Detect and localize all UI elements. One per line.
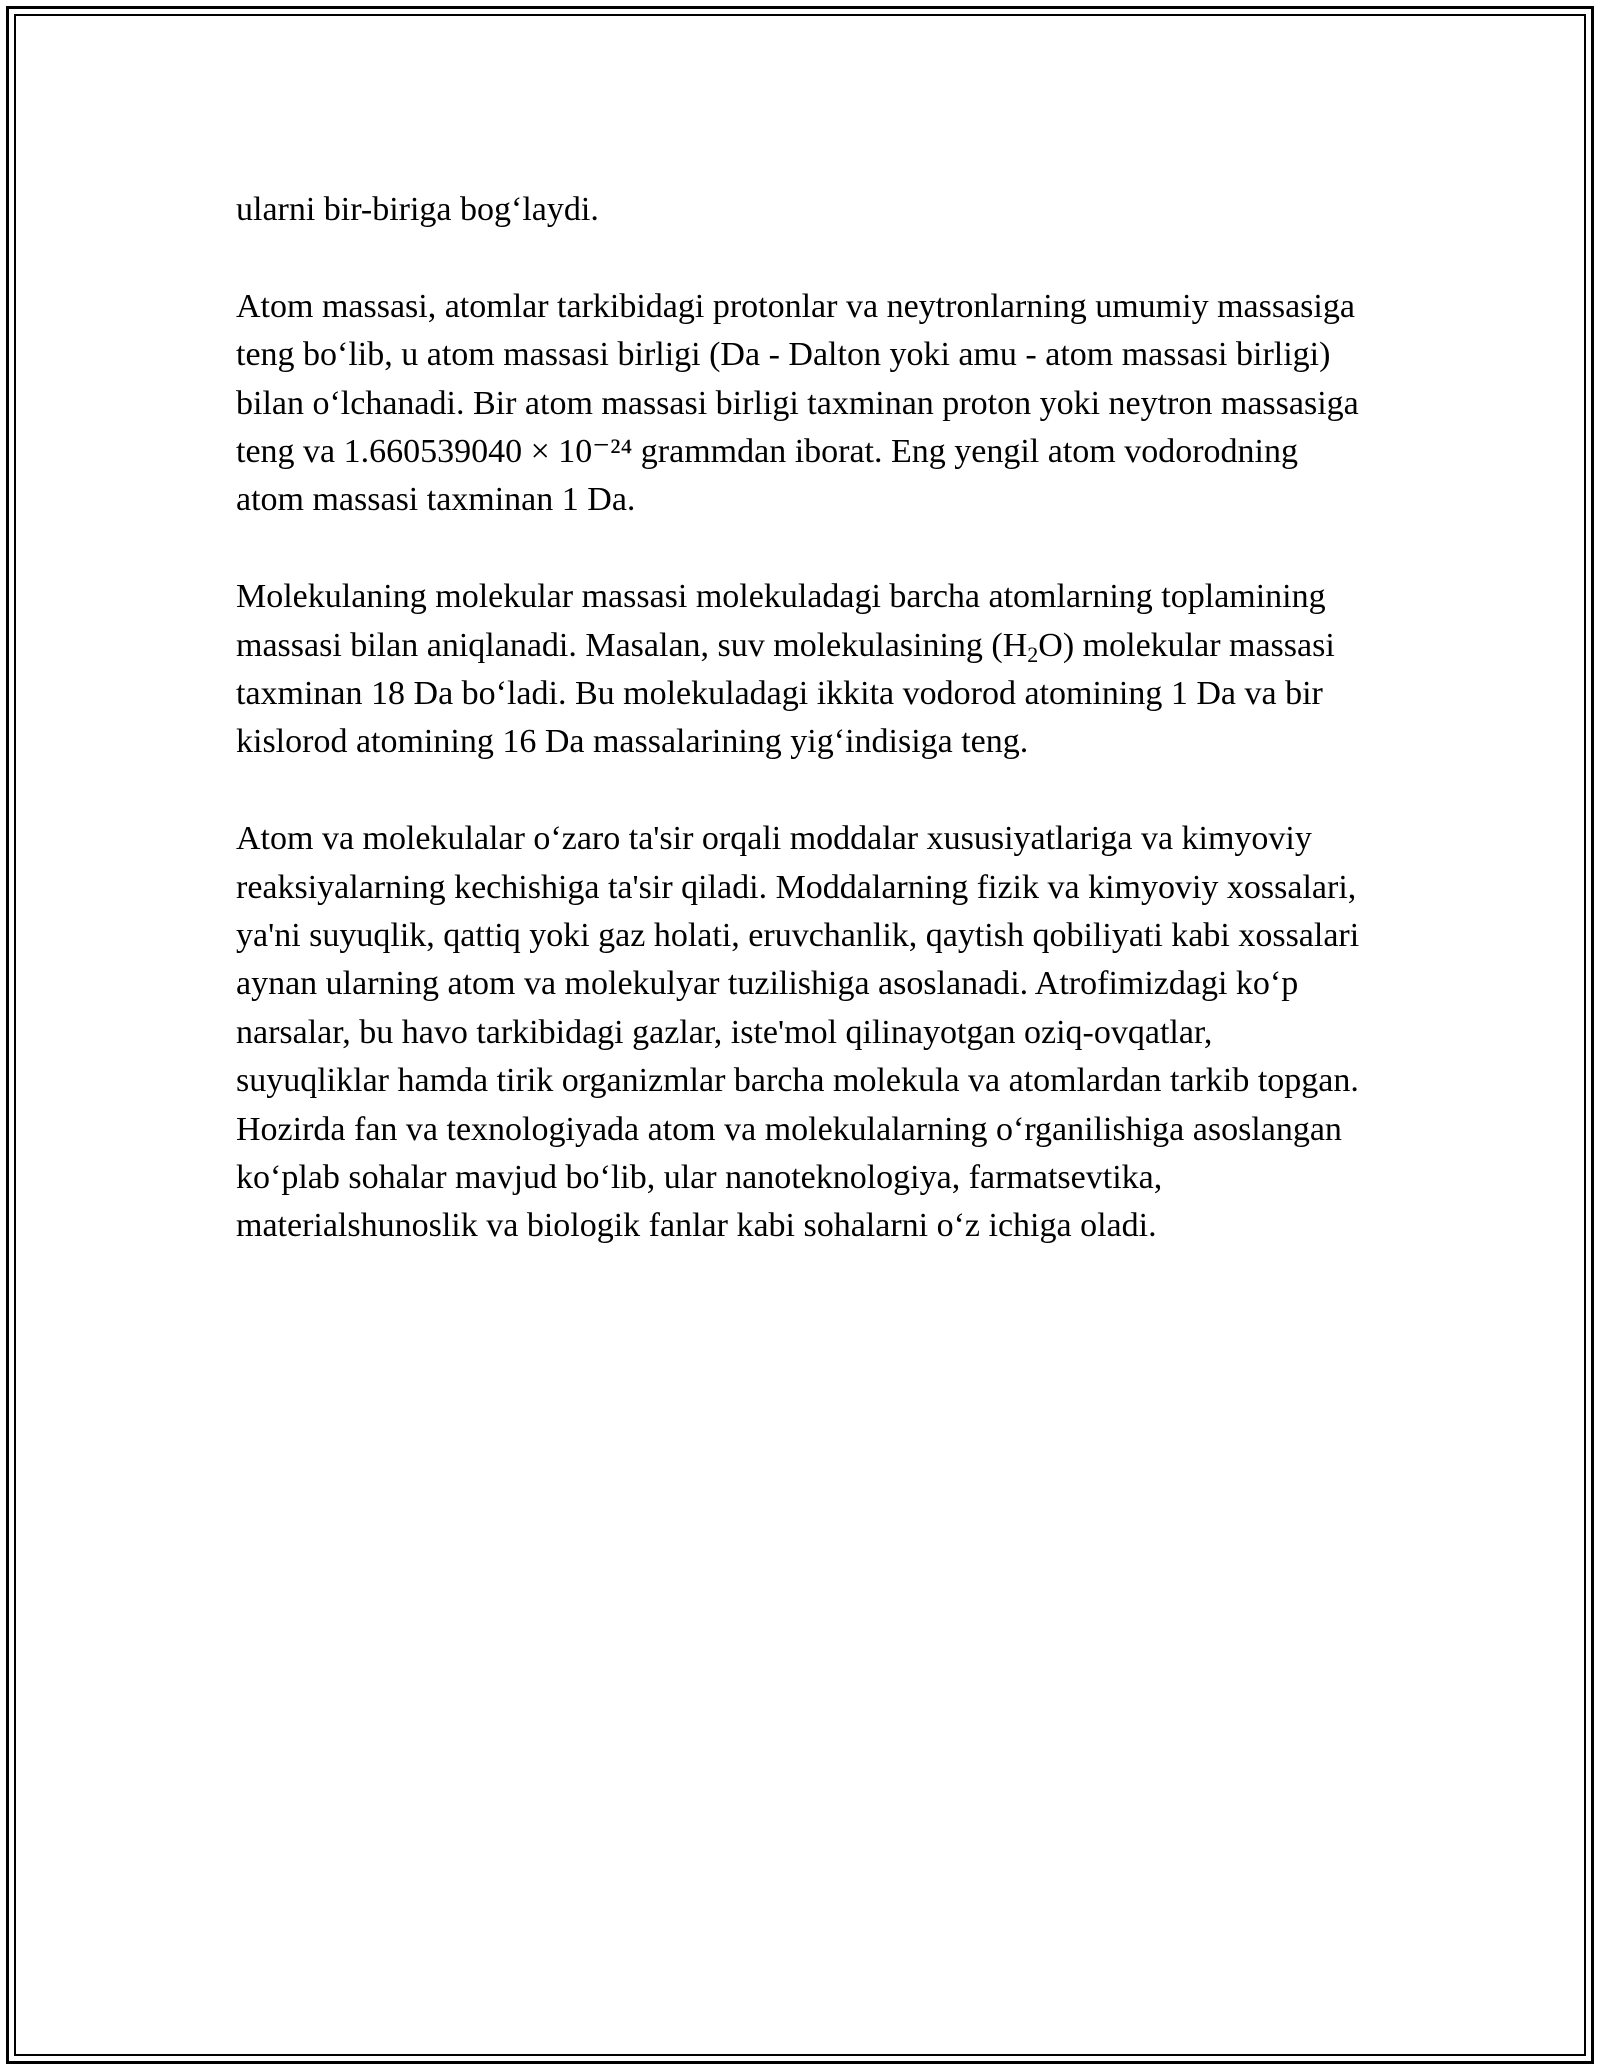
paragraph-atom-mass: Atom massasi, atomlar tarkibidagi protonlar va neytronlarning umumiy massasiga teng bo‘lib, u atom massasi birligi (Da - Dalton yoki amu - atom massasi birligi) bilan o‘lchanadi. Bir atom massasi birligi taxminan proton yoki neytron massasiga teng va 1.660539040 × 10⁻²⁴ grammdan iborat. Eng yengil atom vodorodning atom massasi taxminan 1 Da. bbox=[236, 287, 1359, 519]
paragraph-interactions: Atom va molekulalar o‘zaro ta'sir orqali moddalar xususiyatlariga va kimyoviy reaksiyalarning kechishiga ta'sir qiladi. Moddalarning fizik va kimyoviy xossalari, ya'ni suyuqlik, qattiq yoki gaz holati, eruvchanlik, qaytish qobiliyati kabi xossalari aynan ularning atom va molekulyar tuzilishiga asoslanadi. Atrofimizdagi ko‘p narsalar, bu havo tarkibidagi gazlar, iste'mol qilinayotgan oziq-ovqatlar, suyuqliklar hamda tirik organizmlar barcha molekula va atomlardan tarkib topgan. Hozirda fan va texnologiyada atom va molekulalarning o‘rganilishiga asoslangan ko‘plab sohalar mavjud bo‘lib, ular nanoteknologiya, farmatsevtika, materialshunoslik va biologik fanlar kabi sohalarni o‘z ichiga oladi. bbox=[236, 820, 1360, 1245]
paragraph-molecular-mass-part-2: O) molekular massasi taxminan 18 Da bo‘ladi. Bu molekuladagi ikkita vodorod atomining 1 Da va bir kislorod atomining 16 Da massalarining yig‘indisiga teng. bbox=[236, 626, 1335, 761]
paragraph-molecular-mass-part-1: Molekulaning molekular massasi molekuladagi barcha atomlarning toplamining massasi bilan aniqlanadi. Masalan, suv molekulasining (H bbox=[236, 578, 1326, 664]
water-formula-subscript: 2 bbox=[1027, 641, 1039, 667]
paragraph-molecular-mass bbox=[236, 573, 1366, 767]
page-body bbox=[236, 186, 1366, 1299]
paragraph-1: ularni bir-biriga bog‘laydi. bbox=[236, 191, 599, 228]
